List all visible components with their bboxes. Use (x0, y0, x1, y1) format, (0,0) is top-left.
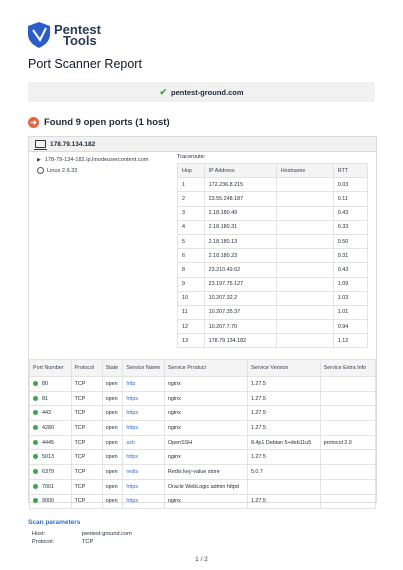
cell-text: Oracle WebLogic admin httpd (167, 483, 239, 490)
table-cell (276, 263, 333, 277)
cell-text: nginx (167, 395, 181, 402)
service-link[interactable]: https (126, 395, 139, 402)
table-cell (164, 435, 247, 450)
table-cell (123, 391, 165, 406)
host-hostname: 178-79-134-182.ip.linodeusercontent.com (44, 156, 149, 163)
logo-text-line2: Tools (63, 33, 97, 48)
table-cell (320, 465, 375, 480)
cell-text: protocol 2.0 (323, 439, 352, 446)
table-cell (164, 450, 247, 465)
table-cell (30, 406, 72, 421)
table-cell: 12 (178, 320, 205, 334)
service-link[interactable]: https (126, 454, 139, 461)
cell-text: 443 (42, 410, 51, 417)
table-cell (164, 494, 247, 509)
cell-text: 9000 (42, 498, 54, 505)
table-cell: 5 (178, 234, 205, 248)
table-cell (320, 450, 375, 465)
cell-text: 5013 (42, 454, 54, 461)
table-cell (276, 192, 333, 206)
table-cell: 0.31 (333, 249, 367, 263)
open-status-icon (33, 396, 38, 401)
arrow-right-icon: ➜ (28, 117, 39, 128)
column-header: Protocol (71, 360, 102, 377)
cell-text: open (105, 468, 118, 475)
table-cell (30, 494, 72, 509)
scan-params-title: Scan parameters (28, 519, 81, 526)
table-cell (247, 377, 320, 392)
table-cell (30, 465, 72, 480)
cell-text: TCP (74, 424, 86, 431)
open-status-icon (33, 454, 38, 459)
cell-text: nginx (167, 424, 181, 431)
table-cell: 0.33 (333, 220, 367, 234)
host-card (28, 136, 377, 503)
cell-text: nginx (167, 380, 181, 387)
table-row (30, 391, 376, 406)
table-cell (247, 465, 320, 480)
cell-text: 1.27.5 (250, 498, 266, 505)
service-link[interactable]: https (126, 483, 139, 490)
table-cell: 10 (178, 291, 205, 305)
service-link[interactable]: https (126, 410, 139, 417)
cell-text: 1.27.5 (250, 454, 266, 461)
table-row (30, 377, 376, 392)
cell-text: Redis key-value store (167, 468, 220, 475)
table-cell: 178.79.134.182 (204, 334, 276, 348)
table-row (178, 291, 368, 305)
table-cell (276, 334, 333, 348)
cell-text: nginx (167, 410, 181, 417)
table-cell: 9 (178, 277, 205, 291)
table-row (178, 220, 368, 234)
logo-text-line1: Pentest (54, 22, 101, 37)
table-cell (247, 494, 320, 509)
page-title: Port Scanner Report (28, 57, 142, 71)
table-cell: 10.207.7.70 (204, 320, 276, 334)
table-row (30, 465, 376, 480)
cell-text: open (105, 454, 118, 461)
table-cell (276, 320, 333, 334)
table-cell (320, 421, 375, 436)
table-cell (276, 305, 333, 319)
table-cell (276, 220, 333, 234)
table-cell: 4 (178, 220, 205, 234)
table-cell: 3 (178, 206, 205, 220)
table-cell: 2.18.180.49 (204, 206, 276, 220)
table-cell (102, 377, 123, 392)
table-cell (320, 377, 375, 392)
cell-text: 1.27.5 (250, 410, 266, 417)
table-cell: 1.03 (333, 291, 367, 305)
column-header: Hop (178, 164, 205, 178)
table-cell (164, 421, 247, 436)
table-cell (71, 391, 102, 406)
table-cell: 23.197.75.127 (204, 277, 276, 291)
table-cell (164, 465, 247, 480)
open-status-icon (33, 498, 38, 503)
table-cell (276, 178, 333, 192)
caret-right-icon: ▶ (37, 156, 41, 163)
cell-text: open (105, 424, 118, 431)
table-cell: 2.18.180.13 (204, 234, 276, 248)
shield-logo-icon (28, 22, 50, 48)
open-status-icon (33, 381, 38, 386)
service-link[interactable]: ssh (126, 439, 135, 446)
check-icon: ✔ (159, 86, 168, 97)
table-cell (320, 479, 375, 494)
cell-text: TCP (74, 483, 86, 490)
table-cell: 0.43 (333, 206, 367, 220)
table-cell (71, 465, 102, 480)
page-number: 1 / 2 (195, 556, 208, 563)
open-status-icon (33, 469, 38, 474)
cell-text: 7001 (42, 483, 54, 490)
table-row (178, 192, 368, 206)
cell-text: 80 (42, 380, 48, 387)
table-cell (123, 465, 165, 480)
service-link[interactable]: https (126, 424, 139, 431)
table-cell: 10.207.32.2 (204, 291, 276, 305)
cell-text: open (105, 483, 118, 490)
table-cell (71, 450, 102, 465)
table-cell (71, 435, 102, 450)
table-cell (30, 479, 72, 494)
target-banner (28, 82, 375, 102)
service-link[interactable]: http (126, 380, 136, 387)
cell-text: 4280 (42, 424, 54, 431)
table-cell (247, 450, 320, 465)
table-cell: 11 (178, 305, 205, 319)
table-cell (123, 494, 165, 509)
table-cell (123, 450, 165, 465)
cell-text: 1.27.5 (250, 395, 266, 402)
cell-text: open (105, 380, 118, 387)
table-cell (123, 435, 165, 450)
table-cell: 2.18.180.31 (204, 220, 276, 234)
table-cell: 6 (178, 249, 205, 263)
ports-table (29, 359, 376, 509)
table-row (178, 234, 368, 248)
cell-text: TCP (74, 468, 86, 475)
table-cell (30, 450, 72, 465)
column-header: Hostname (276, 164, 333, 178)
column-header: Service Extra Info (320, 360, 375, 377)
param-protocol-value: TCP (82, 539, 94, 545)
table-row (30, 406, 376, 421)
table-cell (164, 406, 247, 421)
table-cell (30, 421, 72, 436)
table-row (178, 249, 368, 263)
table-row (178, 320, 368, 334)
os-icon (37, 167, 44, 174)
table-cell (247, 406, 320, 421)
table-cell (102, 465, 123, 480)
table-cell (71, 479, 102, 494)
table-cell: 1.09 (333, 277, 367, 291)
table-cell: 13 (178, 334, 205, 348)
table-cell (123, 421, 165, 436)
table-cell (164, 377, 247, 392)
open-status-icon (33, 484, 38, 489)
table-cell (276, 291, 333, 305)
column-header: Port Number (30, 360, 72, 377)
table-cell: 2.18.180.23 (204, 249, 276, 263)
column-header: State (102, 360, 123, 377)
table-cell (276, 206, 333, 220)
table-cell (164, 391, 247, 406)
column-header: Service Product (164, 360, 247, 377)
service-link[interactable]: https (126, 498, 139, 505)
table-cell: 23.55.248.187 (204, 192, 276, 206)
cell-text: 1.27.5 (250, 380, 266, 387)
cell-text: open (105, 410, 118, 417)
column-header: RTT (333, 164, 367, 178)
table-cell (276, 234, 333, 248)
cell-text: open (105, 498, 118, 505)
table-cell: 0.03 (333, 178, 367, 192)
table-row (178, 206, 368, 220)
table-cell (247, 435, 320, 450)
table-cell: 2 (178, 192, 205, 206)
table-cell (102, 479, 123, 494)
table-cell: 0.43 (333, 263, 367, 277)
table-row (30, 435, 376, 450)
host-os: Linux 2.6.32 (47, 167, 78, 174)
table-row (178, 263, 368, 277)
cell-text: nginx (167, 498, 181, 505)
host-ip: 178.79.134.182 (50, 140, 96, 148)
table-cell (30, 435, 72, 450)
cell-text: 81 (42, 395, 48, 402)
table-row (30, 494, 376, 509)
table-cell (123, 377, 165, 392)
table-cell (276, 249, 333, 263)
table-cell (247, 391, 320, 406)
cell-text: TCP (74, 410, 86, 417)
table-cell (247, 421, 320, 436)
table-cell (102, 435, 123, 450)
table-cell: 23.210.49.62 (204, 263, 276, 277)
cell-text: TCP (74, 380, 86, 387)
table-cell: 0.11 (333, 192, 367, 206)
target-host: pentest-ground.com (171, 87, 244, 97)
cell-text: OpenSSH (167, 439, 193, 446)
table-cell: 8 (178, 263, 205, 277)
param-host-value: pentest-ground.com (82, 531, 132, 537)
table-cell: 1 (178, 178, 205, 192)
table-cell (71, 406, 102, 421)
table-row (178, 277, 368, 291)
table-cell (102, 421, 123, 436)
cell-text: open (105, 439, 118, 446)
cell-text: 8.4p1 Debian 5+deb11u5 (250, 439, 312, 446)
table-cell: 1.12 (333, 334, 367, 348)
param-protocol (32, 539, 93, 545)
table-cell (276, 277, 333, 291)
cell-text: 1.27.5 (250, 424, 266, 431)
table-cell: 0.94 (333, 320, 367, 334)
cell-text: 5.0.7 (250, 468, 263, 475)
table-cell (102, 406, 123, 421)
table-cell (320, 406, 375, 421)
section-title: Found 9 open ports (1 host) (44, 117, 170, 128)
cell-text: 6379 (42, 468, 54, 475)
column-header: IP Address (204, 164, 276, 178)
host-info (37, 154, 148, 176)
cell-text: TCP (74, 454, 86, 461)
section-heading (28, 117, 170, 128)
table-cell (247, 479, 320, 494)
host-header (29, 137, 376, 152)
table-cell (320, 391, 375, 406)
table-cell (71, 421, 102, 436)
cell-text: TCP (74, 498, 86, 505)
table-row (178, 334, 368, 348)
column-header: Service Version (247, 360, 320, 377)
cell-text: 4445 (42, 439, 54, 446)
param-host (32, 531, 132, 537)
table-cell (320, 435, 375, 450)
table-row (30, 421, 376, 436)
table-cell (30, 391, 72, 406)
param-host-label: Host: (32, 531, 46, 537)
table-cell: 172.236.8.215 (204, 178, 276, 192)
table-cell (71, 494, 102, 509)
cell-text: TCP (74, 395, 86, 402)
traceroute-table (177, 163, 368, 348)
table-row (30, 479, 376, 494)
table-row (30, 450, 376, 465)
table-row (178, 178, 368, 192)
column-header: Service Name (123, 360, 165, 377)
table-cell: 10.207.35.37 (204, 305, 276, 319)
laptop-icon (35, 140, 46, 148)
table-cell (30, 377, 72, 392)
param-protocol-label: Protocol: (32, 539, 55, 545)
table-cell (102, 450, 123, 465)
table-cell (320, 494, 375, 509)
cell-text: open (105, 395, 118, 402)
table-cell (71, 377, 102, 392)
cell-text: nginx (167, 454, 181, 461)
table-row (178, 305, 368, 319)
service-link[interactable]: redis (126, 468, 139, 475)
table-cell (164, 479, 247, 494)
table-cell (123, 406, 165, 421)
open-status-icon (33, 440, 38, 445)
cell-text: TCP (74, 439, 86, 446)
table-cell (102, 494, 123, 509)
open-status-icon (33, 425, 38, 430)
pentest-tools-logo (28, 22, 101, 48)
table-cell (123, 479, 165, 494)
table-cell: 1.01 (333, 305, 367, 319)
traceroute-label: Traceroute: (177, 154, 206, 160)
table-cell: 0.50 (333, 234, 367, 248)
table-cell (102, 391, 123, 406)
open-status-icon (33, 410, 38, 415)
